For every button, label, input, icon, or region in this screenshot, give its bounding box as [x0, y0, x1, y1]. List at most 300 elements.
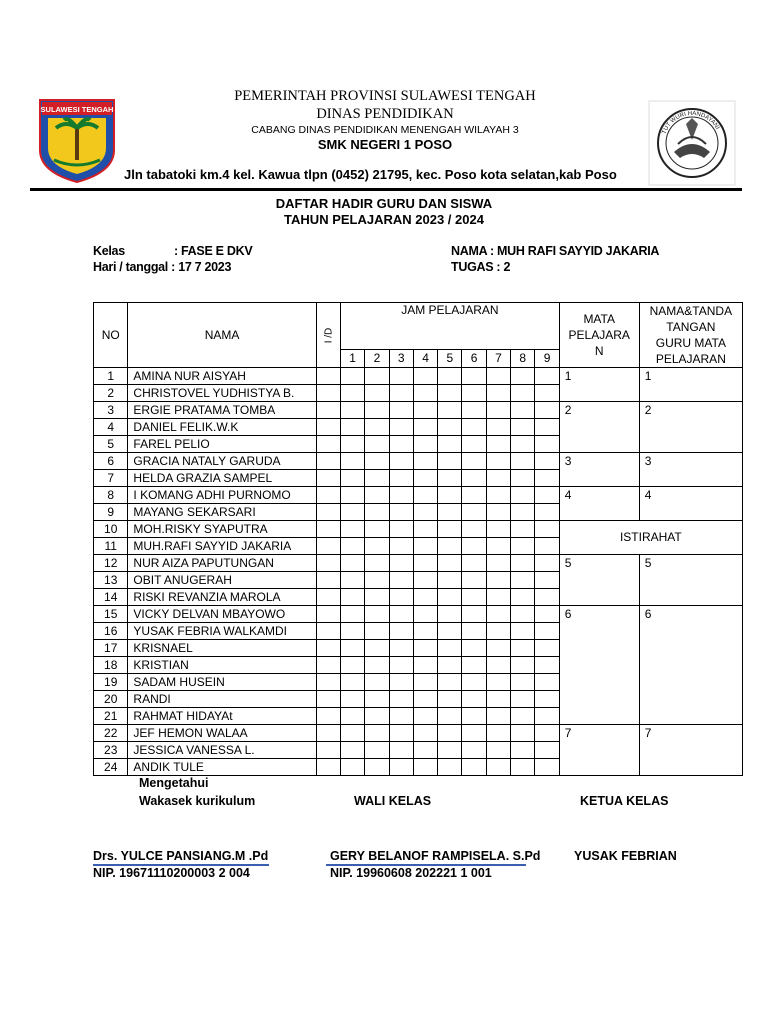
row-jam-cell[interactable]: [389, 759, 413, 776]
row-jam-cell[interactable]: [365, 487, 389, 504]
row-jam-cell[interactable]: [535, 725, 559, 742]
row-jam-cell[interactable]: [462, 453, 486, 470]
row-jam-cell[interactable]: [438, 742, 462, 759]
ttd-block[interactable]: 5: [639, 555, 742, 606]
kop-line-3: CABANG DINAS PENDIDIKAN MENENGAH WILAYAH 3: [251, 124, 519, 136]
row-jam-cell[interactable]: [438, 725, 462, 742]
row-jam-cell[interactable]: [365, 538, 389, 555]
row-jam-cell[interactable]: [413, 691, 437, 708]
row-jam-cell[interactable]: [535, 470, 559, 487]
row-jam-cell[interactable]: [413, 606, 437, 623]
row-jam-cell[interactable]: [341, 725, 365, 742]
row-no: 1: [94, 368, 128, 385]
row-no: 17: [94, 640, 128, 657]
table-row: [94, 368, 743, 385]
row-jam-cell[interactable]: [462, 742, 486, 759]
row-ip-cell[interactable]: [316, 368, 340, 385]
row-jam-cell[interactable]: [462, 368, 486, 385]
row-jam-cell[interactable]: [389, 640, 413, 657]
row-jam-cell[interactable]: [341, 368, 365, 385]
row-jam-cell[interactable]: [389, 674, 413, 691]
row-ip-cell[interactable]: [316, 572, 340, 589]
row-ip-cell[interactable]: [316, 453, 340, 470]
school-address: Jln tabatoki km.4 kel. Kawua tlpn (0452) 21795, kec. Poso kota selatan,kab Poso: [124, 167, 617, 182]
row-jam-cell[interactable]: [535, 419, 559, 436]
row-ip-cell[interactable]: [316, 555, 340, 572]
row-jam-cell[interactable]: [462, 572, 486, 589]
row-jam-cell[interactable]: [511, 470, 535, 487]
row-jam-cell[interactable]: [389, 385, 413, 402]
row-jam-cell[interactable]: [486, 640, 510, 657]
row-jam-cell[interactable]: [511, 725, 535, 742]
row-jam-cell[interactable]: [462, 419, 486, 436]
row-jam-cell[interactable]: [511, 674, 535, 691]
row-jam-cell[interactable]: [365, 385, 389, 402]
row-jam-cell[interactable]: [486, 419, 510, 436]
row-jam-cell[interactable]: [438, 487, 462, 504]
row-no: 19: [94, 674, 128, 691]
row-jam-cell[interactable]: [511, 368, 535, 385]
row-jam-cell[interactable]: [438, 436, 462, 453]
row-jam-cell[interactable]: [511, 453, 535, 470]
row-jam-cell[interactable]: [341, 708, 365, 725]
row-jam-cell[interactable]: [535, 742, 559, 759]
row-jam-cell[interactable]: [341, 521, 365, 538]
row-jam-cell[interactable]: [413, 725, 437, 742]
row-jam-cell[interactable]: [486, 725, 510, 742]
row-ip-cell[interactable]: [316, 470, 340, 487]
row-ip-cell[interactable]: [316, 538, 340, 555]
row-ip-cell[interactable]: [316, 691, 340, 708]
header-no: NO: [94, 303, 128, 368]
row-jam-cell[interactable]: [413, 708, 437, 725]
row-jam-cell[interactable]: [535, 436, 559, 453]
row-jam-cell[interactable]: [511, 538, 535, 555]
row-jam-cell[interactable]: [365, 402, 389, 419]
row-jam-cell[interactable]: [535, 402, 559, 419]
row-jam-cell[interactable]: [438, 708, 462, 725]
row-jam-cell[interactable]: [486, 521, 510, 538]
row-jam-cell[interactable]: [389, 436, 413, 453]
row-nama: DANIEL FELIK.W.K: [128, 419, 316, 436]
row-jam-cell[interactable]: [413, 572, 437, 589]
row-jam-cell[interactable]: [535, 453, 559, 470]
table-row: [94, 453, 743, 470]
row-jam-cell[interactable]: [365, 742, 389, 759]
row-ip-cell[interactable]: [316, 725, 340, 742]
ketua-kelas-label: KETUA KELAS: [580, 794, 669, 808]
row-ip-cell[interactable]: [316, 640, 340, 657]
row-jam-cell[interactable]: [413, 504, 437, 521]
row-ip-cell[interactable]: [316, 436, 340, 453]
row-jam-cell[interactable]: [511, 742, 535, 759]
row-jam-cell[interactable]: [462, 606, 486, 623]
row-ip-cell[interactable]: [316, 419, 340, 436]
row-jam-cell[interactable]: [389, 657, 413, 674]
row-jam-cell[interactable]: [341, 657, 365, 674]
row-jam-cell[interactable]: [389, 368, 413, 385]
row-nama: JESSICA VANESSA L.: [128, 742, 316, 759]
row-ip-cell[interactable]: [316, 589, 340, 606]
row-jam-cell[interactable]: [341, 589, 365, 606]
row-ip-cell[interactable]: [316, 657, 340, 674]
row-jam-cell[interactable]: [389, 538, 413, 555]
row-jam-cell[interactable]: [535, 708, 559, 725]
row-jam-cell[interactable]: [438, 521, 462, 538]
row-jam-cell[interactable]: [438, 589, 462, 606]
row-jam-cell[interactable]: [389, 470, 413, 487]
row-jam-cell[interactable]: [438, 368, 462, 385]
row-jam-cell[interactable]: [341, 538, 365, 555]
row-jam-cell[interactable]: [413, 555, 437, 572]
row-jam-cell[interactable]: [438, 623, 462, 640]
row-jam-cell[interactable]: [486, 368, 510, 385]
row-jam-cell[interactable]: [341, 402, 365, 419]
row-jam-cell[interactable]: [462, 470, 486, 487]
row-jam-cell[interactable]: [365, 521, 389, 538]
row-nama: MAYANG SEKARSARI: [128, 504, 316, 521]
mapel-block[interactable]: 5: [559, 555, 639, 606]
row-jam-cell[interactable]: [462, 436, 486, 453]
row-no: 24: [94, 759, 128, 776]
wakasek-nip: NIP. 19671110200003 2 004: [93, 866, 250, 880]
row-jam-cell[interactable]: [341, 385, 365, 402]
row-jam-cell[interactable]: [462, 657, 486, 674]
tut-wuri-logo-text: TUT WURI HANDAYANI: [661, 110, 721, 136]
row-jam-cell[interactable]: [486, 589, 510, 606]
row-jam-cell[interactable]: [511, 708, 535, 725]
row-jam-cell[interactable]: [413, 589, 437, 606]
row-jam-cell[interactable]: [511, 589, 535, 606]
ttd-block[interactable]: 2: [639, 402, 742, 453]
row-jam-cell[interactable]: [511, 436, 535, 453]
row-jam-cell[interactable]: [365, 725, 389, 742]
row-no: 20: [94, 691, 128, 708]
row-ip-cell[interactable]: [316, 487, 340, 504]
row-no: 23: [94, 742, 128, 759]
row-jam-cell[interactable]: [438, 538, 462, 555]
row-jam-cell[interactable]: [413, 674, 437, 691]
ttd-block[interactable]: 3: [639, 453, 742, 487]
row-jam-cell[interactable]: [341, 691, 365, 708]
row-jam-cell[interactable]: [462, 555, 486, 572]
row-jam-cell[interactable]: [462, 538, 486, 555]
row-jam-cell[interactable]: [365, 708, 389, 725]
row-ip-cell[interactable]: [316, 623, 340, 640]
row-jam-cell[interactable]: [365, 436, 389, 453]
kop-line-2: DINAS PENDIDIKAN: [316, 106, 454, 122]
mapel-block[interactable]: 6: [559, 606, 639, 725]
row-jam-cell[interactable]: [365, 589, 389, 606]
row-jam-cell[interactable]: [535, 759, 559, 776]
row-ip-cell[interactable]: [316, 521, 340, 538]
row-nama: FAREL PELIO: [128, 436, 316, 453]
row-jam-cell[interactable]: [511, 504, 535, 521]
row-jam-cell[interactable]: [413, 470, 437, 487]
row-jam-cell[interactable]: [486, 385, 510, 402]
row-nama: NUR AIZA PAPUTUNGAN: [128, 555, 316, 572]
row-jam-cell[interactable]: [486, 487, 510, 504]
row-jam-cell[interactable]: [365, 691, 389, 708]
row-jam-cell[interactable]: [438, 657, 462, 674]
row-jam-cell[interactable]: [535, 487, 559, 504]
row-jam-cell[interactable]: [486, 674, 510, 691]
row-jam-cell[interactable]: [365, 368, 389, 385]
row-jam-cell[interactable]: [389, 487, 413, 504]
row-jam-cell[interactable]: [535, 606, 559, 623]
row-jam-cell[interactable]: [511, 385, 535, 402]
row-jam-cell[interactable]: [413, 521, 437, 538]
mapel-block[interactable]: 3: [559, 453, 639, 487]
row-jam-cell[interactable]: [413, 623, 437, 640]
row-jam-cell[interactable]: [535, 640, 559, 657]
row-jam-cell[interactable]: [486, 759, 510, 776]
row-jam-cell[interactable]: [389, 453, 413, 470]
row-jam-cell[interactable]: [365, 504, 389, 521]
row-jam-cell[interactable]: [511, 487, 535, 504]
row-jam-cell[interactable]: [486, 623, 510, 640]
row-jam-cell[interactable]: [413, 487, 437, 504]
row-jam-cell[interactable]: [462, 640, 486, 657]
row-nama: GRACIA NATALY GARUDA: [128, 453, 316, 470]
row-jam-cell[interactable]: [486, 555, 510, 572]
row-jam-cell[interactable]: [413, 657, 437, 674]
row-nama: RAHMAT HIDAYAt: [128, 708, 316, 725]
row-jam-cell[interactable]: [486, 504, 510, 521]
row-ip-cell[interactable]: [316, 606, 340, 623]
row-jam-cell[interactable]: [535, 674, 559, 691]
row-jam-cell[interactable]: [365, 555, 389, 572]
row-ip-cell[interactable]: [316, 708, 340, 725]
row-jam-cell[interactable]: [511, 521, 535, 538]
wakasek-label: Wakasek kurikulum: [139, 794, 256, 808]
row-jam-cell[interactable]: [511, 691, 535, 708]
row-jam-cell[interactable]: [462, 589, 486, 606]
mapel-block[interactable]: 2: [559, 402, 639, 453]
row-no: 16: [94, 623, 128, 640]
row-jam-cell[interactable]: [535, 623, 559, 640]
row-jam-cell[interactable]: [535, 555, 559, 572]
row-jam-cell[interactable]: [389, 402, 413, 419]
row-no: 12: [94, 555, 128, 572]
row-ip-cell[interactable]: [316, 385, 340, 402]
row-jam-cell[interactable]: [389, 419, 413, 436]
row-jam-cell[interactable]: [389, 572, 413, 589]
row-jam-cell[interactable]: [511, 555, 535, 572]
row-jam-cell[interactable]: [486, 453, 510, 470]
row-jam-cell[interactable]: [511, 606, 535, 623]
row-jam-cell[interactable]: [486, 708, 510, 725]
row-jam-cell[interactable]: [413, 759, 437, 776]
row-jam-cell[interactable]: [511, 759, 535, 776]
row-jam-cell[interactable]: [389, 623, 413, 640]
row-jam-cell[interactable]: [341, 674, 365, 691]
row-jam-cell[interactable]: [535, 538, 559, 555]
row-jam-cell[interactable]: [486, 402, 510, 419]
row-nama: KRISTIAN: [128, 657, 316, 674]
row-jam-cell[interactable]: [365, 606, 389, 623]
table-row: [94, 487, 743, 504]
row-jam-cell[interactable]: [486, 538, 510, 555]
row-jam-cell[interactable]: [511, 623, 535, 640]
row-jam-cell[interactable]: [389, 725, 413, 742]
row-jam-cell[interactable]: [389, 708, 413, 725]
row-no: 18: [94, 657, 128, 674]
row-nama: VICKY DELVAN MBAYOWO: [128, 606, 316, 623]
row-jam-cell[interactable]: [341, 436, 365, 453]
row-jam-cell[interactable]: [341, 742, 365, 759]
mapel-block[interactable]: 1: [559, 368, 639, 402]
row-jam-cell[interactable]: [438, 419, 462, 436]
row-jam-cell[interactable]: [365, 759, 389, 776]
row-jam-cell[interactable]: [365, 470, 389, 487]
row-jam-cell[interactable]: [535, 657, 559, 674]
ttd-block[interactable]: 7: [639, 725, 742, 776]
jam-number: 9: [535, 349, 559, 367]
row-jam-cell[interactable]: [413, 402, 437, 419]
row-jam-cell[interactable]: [413, 538, 437, 555]
row-jam-cell[interactable]: [341, 453, 365, 470]
nama-siswa: NAMA : MUH RAFI SAYYID JAKARIA: [451, 244, 660, 258]
row-jam-cell[interactable]: [389, 504, 413, 521]
row-nama: ANDIK TULE: [128, 759, 316, 776]
row-jam-cell[interactable]: [389, 742, 413, 759]
row-jam-cell[interactable]: [365, 674, 389, 691]
row-jam-cell[interactable]: [341, 470, 365, 487]
row-jam-cell[interactable]: [365, 640, 389, 657]
row-jam-cell[interactable]: [413, 640, 437, 657]
row-no: 7: [94, 470, 128, 487]
row-ip-cell[interactable]: [316, 742, 340, 759]
row-jam-cell[interactable]: [389, 555, 413, 572]
row-jam-cell[interactable]: [535, 589, 559, 606]
row-jam-cell[interactable]: [462, 521, 486, 538]
row-nama: YUSAK FEBRIA WALKAMDI: [128, 623, 316, 640]
row-ip-cell[interactable]: [316, 674, 340, 691]
row-jam-cell[interactable]: [438, 572, 462, 589]
row-jam-cell[interactable]: [511, 657, 535, 674]
row-jam-cell[interactable]: [462, 759, 486, 776]
row-jam-cell[interactable]: [413, 419, 437, 436]
row-jam-cell[interactable]: [438, 470, 462, 487]
row-jam-cell[interactable]: [486, 657, 510, 674]
row-no: 5: [94, 436, 128, 453]
row-nama: JEF HEMON WALAA: [128, 725, 316, 742]
ttd-block[interactable]: 4: [639, 487, 742, 521]
row-jam-cell[interactable]: [535, 572, 559, 589]
row-jam-cell[interactable]: [438, 555, 462, 572]
row-jam-cell[interactable]: [462, 504, 486, 521]
row-jam-cell[interactable]: [438, 453, 462, 470]
row-jam-cell[interactable]: [438, 759, 462, 776]
row-jam-cell[interactable]: [365, 572, 389, 589]
row-jam-cell[interactable]: [438, 691, 462, 708]
row-jam-cell[interactable]: [511, 572, 535, 589]
row-jam-cell[interactable]: [438, 385, 462, 402]
mapel-block[interactable]: 7: [559, 725, 639, 776]
jam-number: 1: [341, 349, 365, 367]
row-jam-cell[interactable]: [511, 419, 535, 436]
row-jam-cell[interactable]: [341, 419, 365, 436]
row-jam-cell[interactable]: [511, 402, 535, 419]
row-jam-cell[interactable]: [365, 657, 389, 674]
row-jam-cell[interactable]: [486, 606, 510, 623]
row-jam-cell[interactable]: [462, 487, 486, 504]
row-jam-cell[interactable]: [511, 640, 535, 657]
ttd-block[interactable]: 1: [639, 368, 742, 402]
row-jam-cell[interactable]: [389, 691, 413, 708]
row-jam-cell[interactable]: [535, 691, 559, 708]
row-jam-cell[interactable]: [486, 691, 510, 708]
row-jam-cell[interactable]: [462, 691, 486, 708]
row-jam-cell[interactable]: [413, 742, 437, 759]
row-jam-cell[interactable]: [438, 674, 462, 691]
row-jam-cell[interactable]: [365, 623, 389, 640]
row-jam-cell[interactable]: [341, 572, 365, 589]
row-jam-cell[interactable]: [486, 470, 510, 487]
row-jam-cell[interactable]: [341, 555, 365, 572]
ketua-kelas-name: YUSAK FEBRIAN: [574, 849, 677, 863]
row-jam-cell[interactable]: [341, 606, 365, 623]
ttd-block[interactable]: 6: [639, 606, 742, 725]
row-jam-cell[interactable]: [438, 606, 462, 623]
header-jam: JAM PELAJARAN: [341, 303, 560, 350]
row-jam-cell[interactable]: [389, 606, 413, 623]
mapel-block[interactable]: 4: [559, 487, 639, 521]
row-no: 13: [94, 572, 128, 589]
row-jam-cell[interactable]: [341, 640, 365, 657]
row-ip-cell[interactable]: [316, 759, 340, 776]
row-jam-cell[interactable]: [389, 521, 413, 538]
row-jam-cell[interactable]: [365, 419, 389, 436]
row-jam-cell[interactable]: [438, 402, 462, 419]
row-ip-cell[interactable]: [316, 504, 340, 521]
row-jam-cell[interactable]: [486, 742, 510, 759]
row-no: 15: [94, 606, 128, 623]
row-jam-cell[interactable]: [486, 572, 510, 589]
row-jam-cell[interactable]: [535, 385, 559, 402]
row-no: 2: [94, 385, 128, 402]
row-ip-cell[interactable]: [316, 402, 340, 419]
row-jam-cell[interactable]: [413, 385, 437, 402]
row-jam-cell[interactable]: [413, 453, 437, 470]
row-jam-cell[interactable]: [535, 368, 559, 385]
row-jam-cell[interactable]: [462, 674, 486, 691]
row-jam-cell[interactable]: [413, 436, 437, 453]
row-nama: HELDA GRAZIA SAMPEL: [128, 470, 316, 487]
row-jam-cell[interactable]: [486, 436, 510, 453]
row-jam-cell[interactable]: [389, 589, 413, 606]
row-jam-cell[interactable]: [462, 623, 486, 640]
row-jam-cell[interactable]: [341, 623, 365, 640]
table-row: [94, 555, 743, 572]
row-no: 4: [94, 419, 128, 436]
row-jam-cell[interactable]: [535, 521, 559, 538]
row-jam-cell[interactable]: [341, 759, 365, 776]
row-jam-cell[interactable]: [462, 385, 486, 402]
row-jam-cell[interactable]: [438, 504, 462, 521]
table-row: [94, 521, 743, 538]
row-jam-cell[interactable]: [535, 504, 559, 521]
row-jam-cell[interactable]: [438, 640, 462, 657]
row-jam-cell[interactable]: [365, 453, 389, 470]
row-jam-cell[interactable]: [341, 504, 365, 521]
row-jam-cell[interactable]: [341, 487, 365, 504]
row-jam-cell[interactable]: [413, 368, 437, 385]
row-jam-cell[interactable]: [462, 708, 486, 725]
row-jam-cell[interactable]: [462, 725, 486, 742]
row-jam-cell[interactable]: [462, 402, 486, 419]
